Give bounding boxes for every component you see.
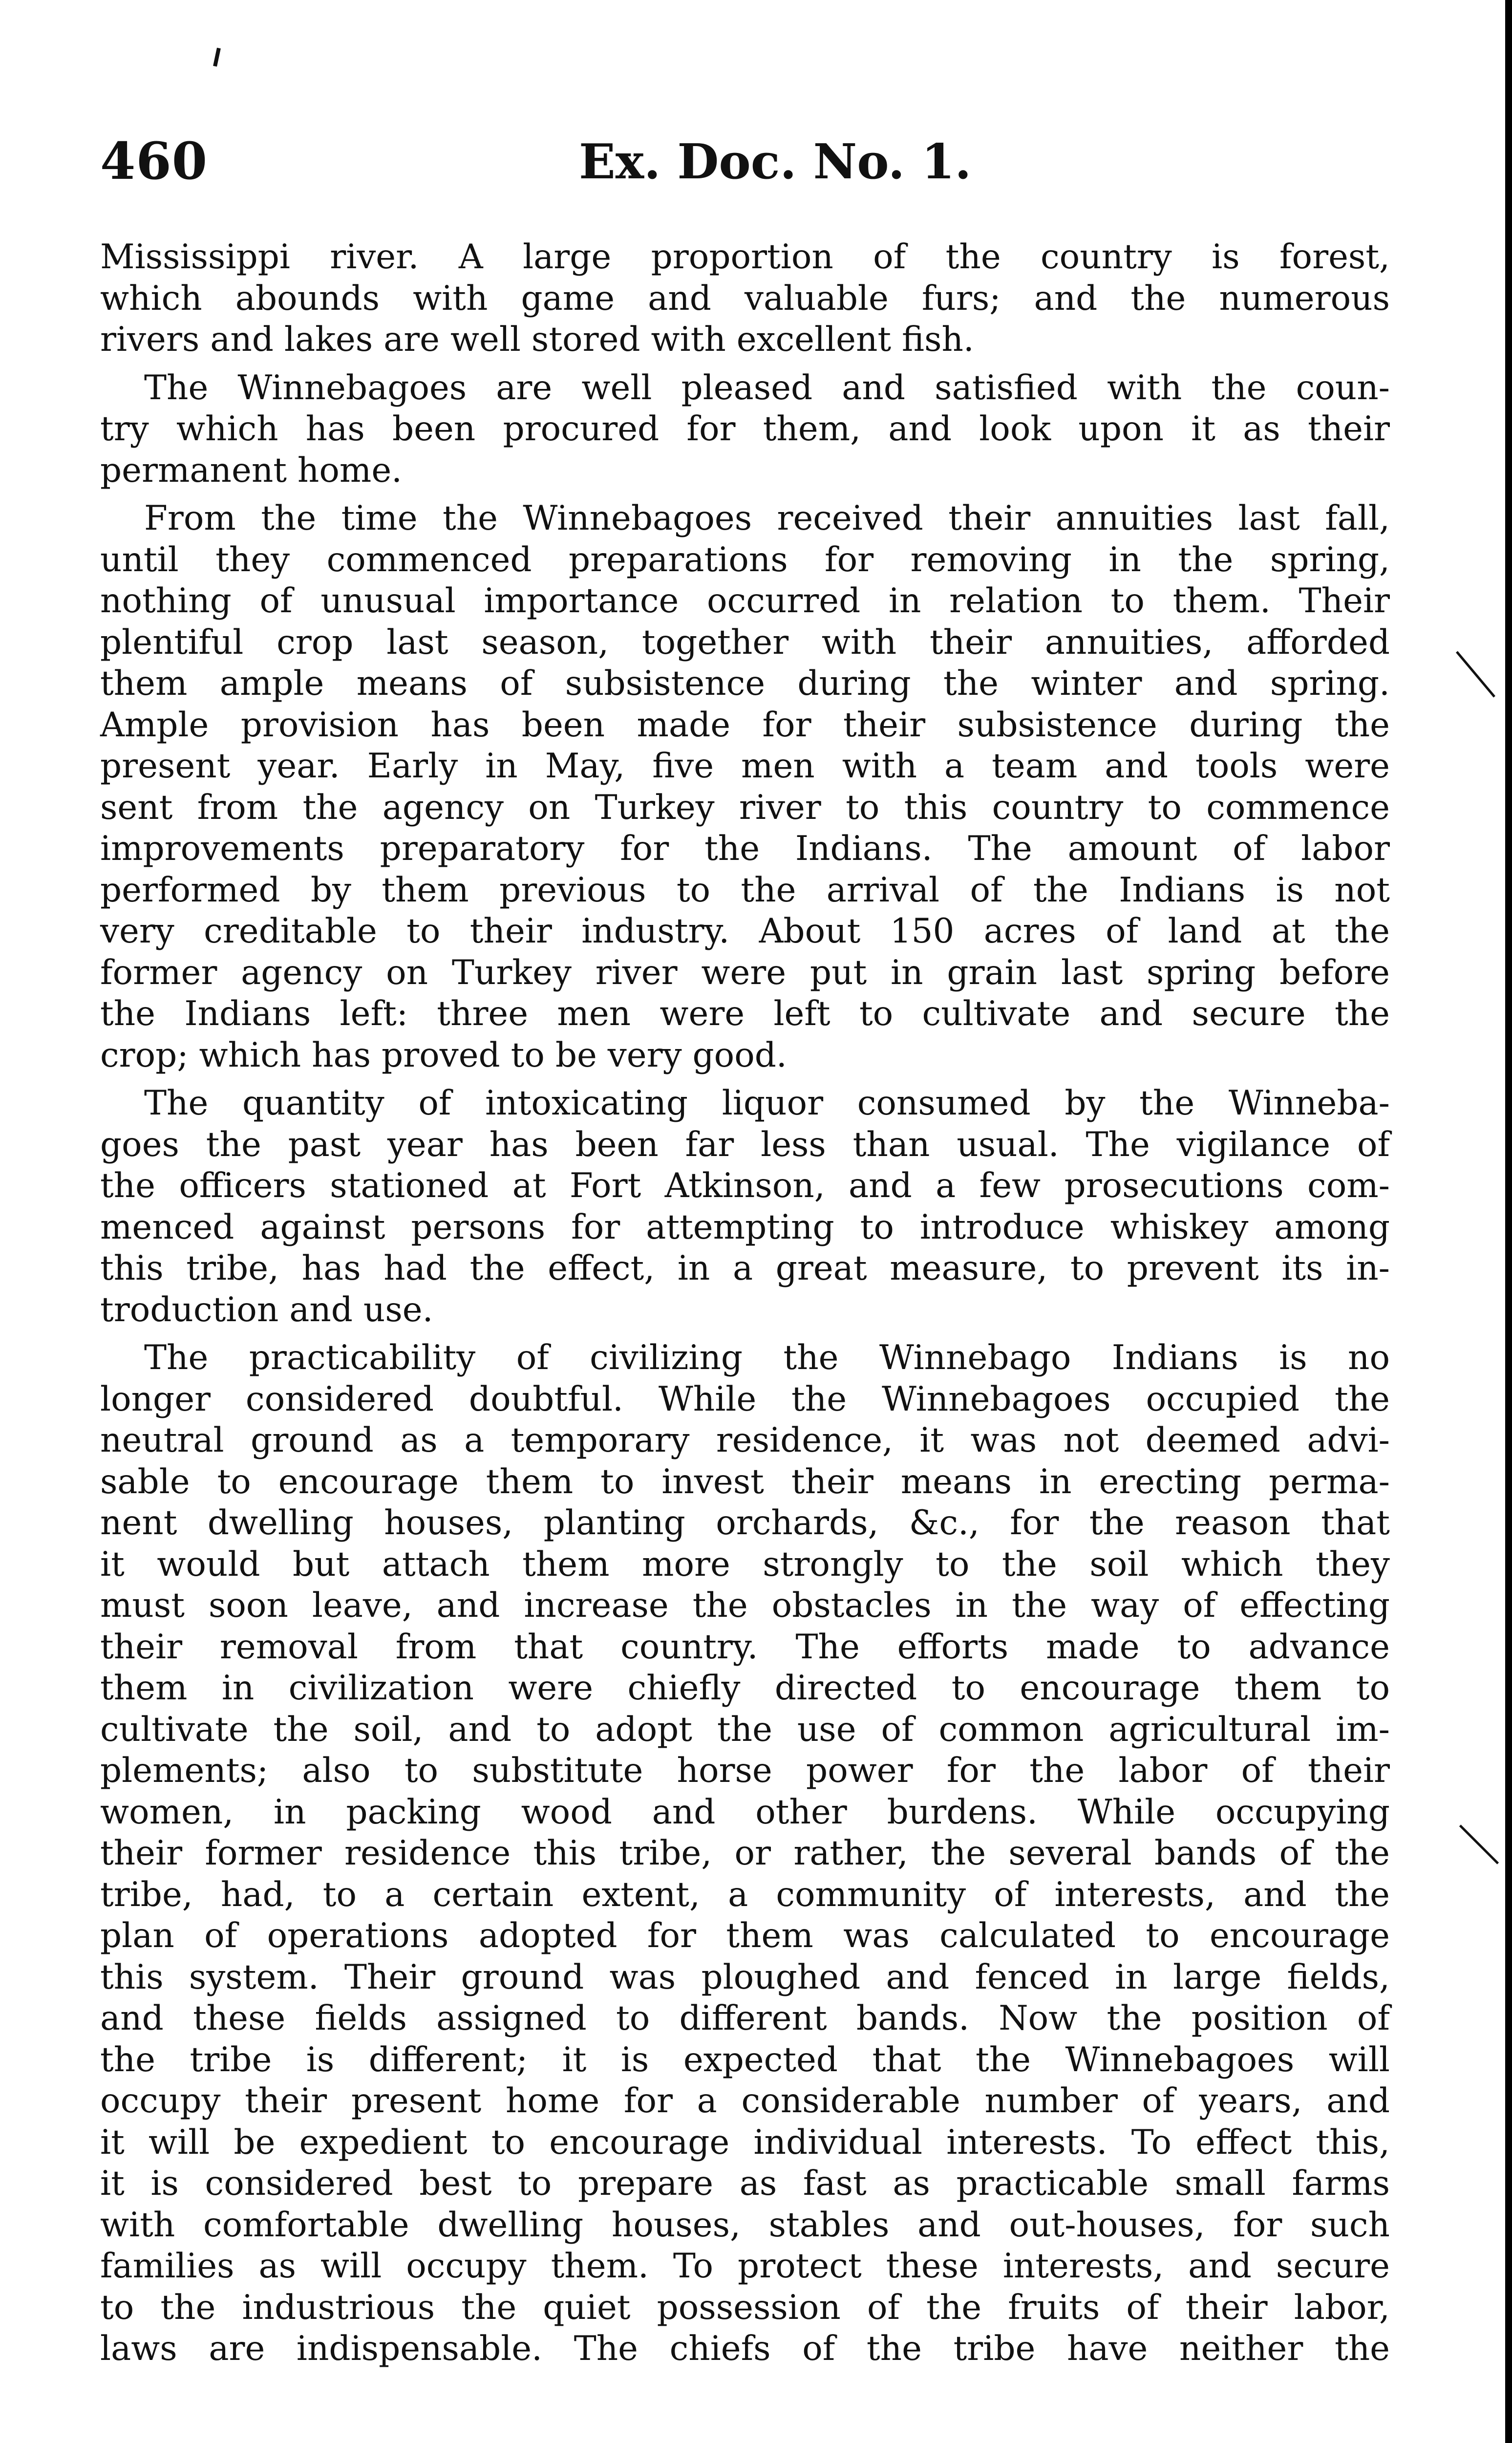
text-line: sable to encourage them to invest their means in erecting perma- <box>100 1462 1390 1501</box>
text-line: it would but attach them more strongly to the soil which they <box>100 1544 1390 1584</box>
text-line: this system. Their ground was ploughed and fenced in large fields, <box>100 1957 1390 1997</box>
text-line: this tribe, has had the effect, in a great measure, to prevent its in- <box>100 1249 1390 1288</box>
text-line: them ample means of subsistence during the winter and spring. <box>100 664 1390 703</box>
text-line: laws are indispensable. The chiefs of the tribe have neither the <box>100 2329 1390 2368</box>
running-head: Ex. Doc. No. 1. <box>579 134 972 190</box>
text-line: rivers and lakes are well stored with excellent fish. <box>100 320 974 359</box>
text-line: must soon leave, and increase the obstacles in the way of effecting <box>100 1586 1390 1625</box>
text-line: troduction and use. <box>100 1290 433 1329</box>
text-line: the Indians left: three men were left to cultivate and secure the <box>100 994 1390 1033</box>
text-line: neutral ground as a temporary residence, it was not deemed advi- <box>100 1421 1390 1460</box>
text-line: improvements preparatory for the Indians. The amount of labor <box>100 829 1390 868</box>
scan-speck <box>1459 1824 1499 1864</box>
text-line: nent dwelling houses, planting orchards, &c., for the reason that <box>100 1503 1390 1543</box>
text-line: former agency on Turkey river were put in grain last spring before <box>100 953 1390 992</box>
text-line: menced against persons for attempting to introduce whiskey among <box>100 1207 1390 1247</box>
text-line: Ample provision has been made for their subsistence during the <box>100 705 1390 745</box>
paragraph-2 <box>100 367 1390 492</box>
text-line: them in civilization were chiefly directed to encourage them to <box>100 1669 1390 1708</box>
paragraph-5 <box>100 1337 1390 2370</box>
text-line: plements; also to substitute horse power for the labor of their <box>100 1751 1390 1790</box>
text-line: with comfortable dwelling houses, stables and out-houses, for such <box>100 2205 1390 2245</box>
text-line: The Winnebagoes are well pleased and satisfied with the coun- <box>144 368 1390 407</box>
page-header <box>100 126 1390 199</box>
text-line: their former residence this tribe, or rather, the several bands of the <box>100 1834 1390 1873</box>
text-line: try which has been procured for them, and look upon it as their <box>100 409 1390 449</box>
body-text <box>100 236 1390 2377</box>
text-line: the officers stationed at Fort Atkinson, and a few prosecutions com- <box>100 1166 1390 1205</box>
text-line: longer considered doubtful. While the Winnebagoes occupied the <box>100 1379 1390 1419</box>
text-line: sent from the agency on Turkey river to this country to commence <box>100 788 1390 827</box>
text-line: Mississippi river. A large proportion of the country is forest, <box>100 237 1390 277</box>
text-line: goes the past year has been far less than usual. The vigilance of <box>100 1125 1390 1164</box>
paragraph-1 <box>100 236 1390 361</box>
text-line: families as will occupy them. To protect these interests, and secure <box>100 2247 1390 2286</box>
scan-speck <box>1456 651 1495 697</box>
text-line: their removal from that country. The efforts made to advance <box>100 1627 1390 1667</box>
text-line: it will be expedient to encourage individual interests. To effect this, <box>100 2122 1390 2162</box>
text-line: tribe, had, to a certain extent, a community of interests, and the <box>100 1875 1390 1914</box>
scan-speck <box>213 48 221 67</box>
text-line: to the industrious the quiet possession of the fruits of their labor, <box>100 2288 1390 2327</box>
text-line: plan of operations adopted for them was calculated to encourage <box>100 1916 1390 1955</box>
text-line: From the time the Winnebagoes received their annuities last fall, <box>144 499 1390 538</box>
text-line: until they commenced preparations for removing in the spring, <box>100 540 1390 579</box>
text-line: permanent home. <box>100 450 403 490</box>
text-line: The quantity of intoxicating liquor consumed by the Winneba- <box>144 1084 1390 1123</box>
text-line: performed by them previous to the arrival of the Indians is not <box>100 870 1390 910</box>
text-line: nothing of unusual importance occurred in relation to them. Their <box>100 581 1390 621</box>
text-line: plentiful crop last season, together with their annuities, afforded <box>100 622 1390 662</box>
text-line: The practicability of civilizing the Winnebago Indians is no <box>144 1338 1390 1377</box>
text-line: cultivate the soil, and to adopt the use of common agricultural im- <box>100 1710 1390 1749</box>
paragraph-3 <box>100 498 1390 1076</box>
text-line: occupy their present home for a considerable number of years, and <box>100 2081 1390 2121</box>
text-line: which abounds with game and valuable furs; and the numerous <box>100 279 1390 318</box>
text-line: present year. Early in May, five men with a team and tools were <box>100 747 1390 786</box>
text-line: and these fields assigned to different bands. Now the position of <box>100 1999 1390 2038</box>
text-line: it is considered best to prepare as fast as practicable small farms <box>100 2164 1390 2203</box>
text-line: the tribe is different; it is expected that the Winnebagoes will <box>100 2040 1390 2079</box>
text-line: crop; which has proved to be very good. <box>100 1035 787 1075</box>
text-line: women, in packing wood and other burdens. While occupying <box>100 1792 1390 1832</box>
scan-border-right <box>1505 0 1512 2443</box>
paragraph-4 <box>100 1083 1390 1330</box>
page-number: 460 <box>100 131 208 191</box>
text-line: very creditable to their industry. About 150 acres of land at the <box>100 912 1390 951</box>
